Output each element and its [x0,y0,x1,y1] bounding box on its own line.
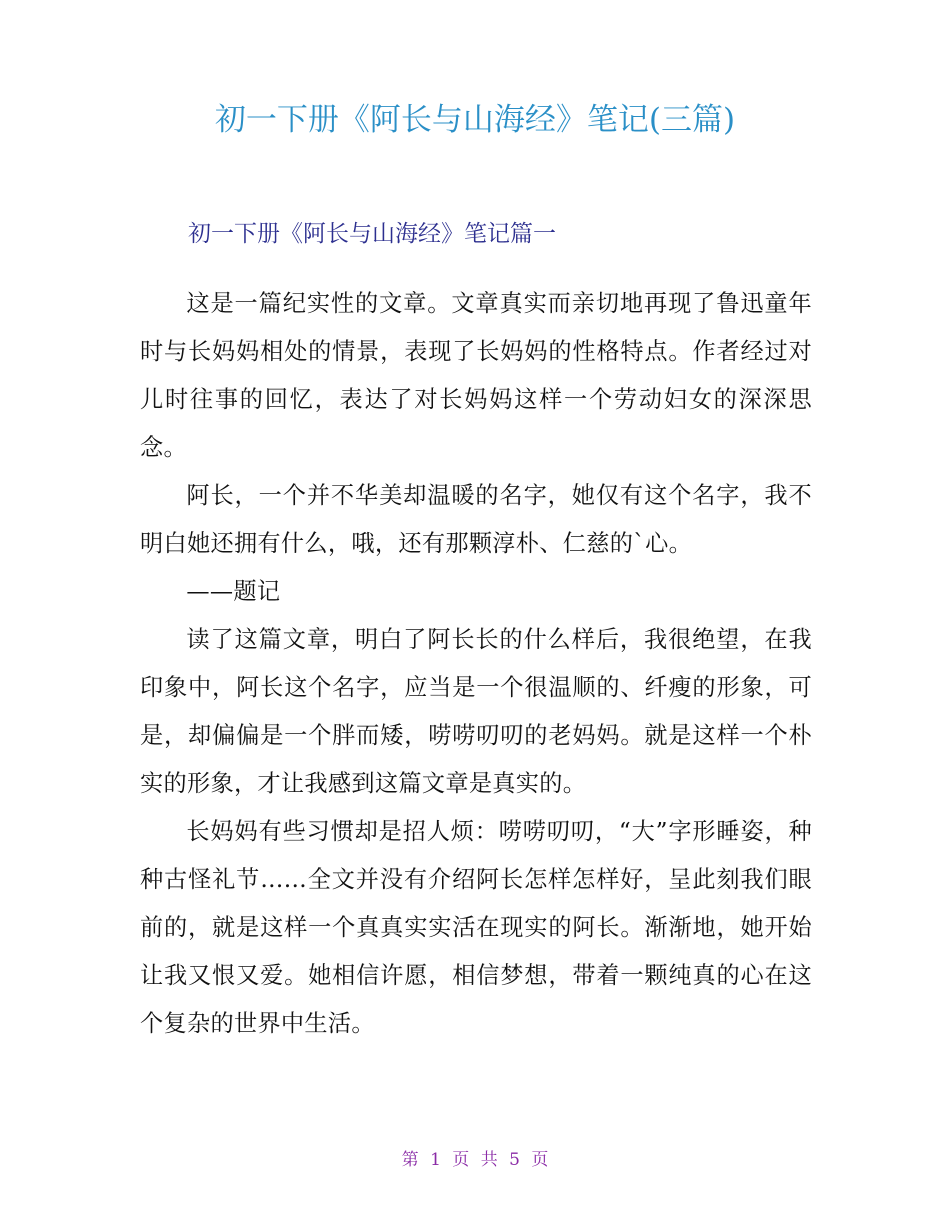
paragraph: 长妈妈有些习惯却是招人烦：唠唠叨叨，“大”字形睡姿，种种古怪礼节……全文并没有介绍阿长怎样怎样好，呈此刻我们眼前的，就是这样一个真真实实活在现实的阿长。渐渐地，她开始让我又恨又爱。她相信许愿，相信梦想，带着一颗纯真的心在这个复杂的世界中生活。 [140,818,812,1037]
document-body [140,280,812,1048]
paragraph: 读了这篇文章，明白了阿长长的什么样后，我很绝望，在我印象中，阿长这个名字，应当是一个很温顺的、纤瘦的形象，可是，却偏偏是一个胖而矮，唠唠叨叨的老妈妈。就是这样一个朴实的形象，才让我感到这篇文章是真实的。 [140,626,812,797]
paragraph: 阿长，一个并不华美却温暖的名字，她仅有这个名字，我不明白她还拥有什么，哦，还有那颗淳朴、仁慈的`心。 [140,482,812,557]
section-heading: 初一下册《阿长与山海经》笔记篇一 [188,221,556,247]
paragraph-epigraph-attribution: ——题记 [186,578,281,605]
page-number-footer: 第 1 页 共 5 页 [401,1150,549,1170]
paragraph: 这是一篇纪实性的文章。文章真实而亲切地再现了鲁迅童年时与长妈妈相处的情景，表现了长妈妈的性格特点。作者经过对儿时往事的回忆，表达了对长妈妈这样一个劳动妇女的深深思念。 [140,290,812,461]
document-title: 初一下册《阿长与山海经》笔记(三篇) [214,102,736,138]
